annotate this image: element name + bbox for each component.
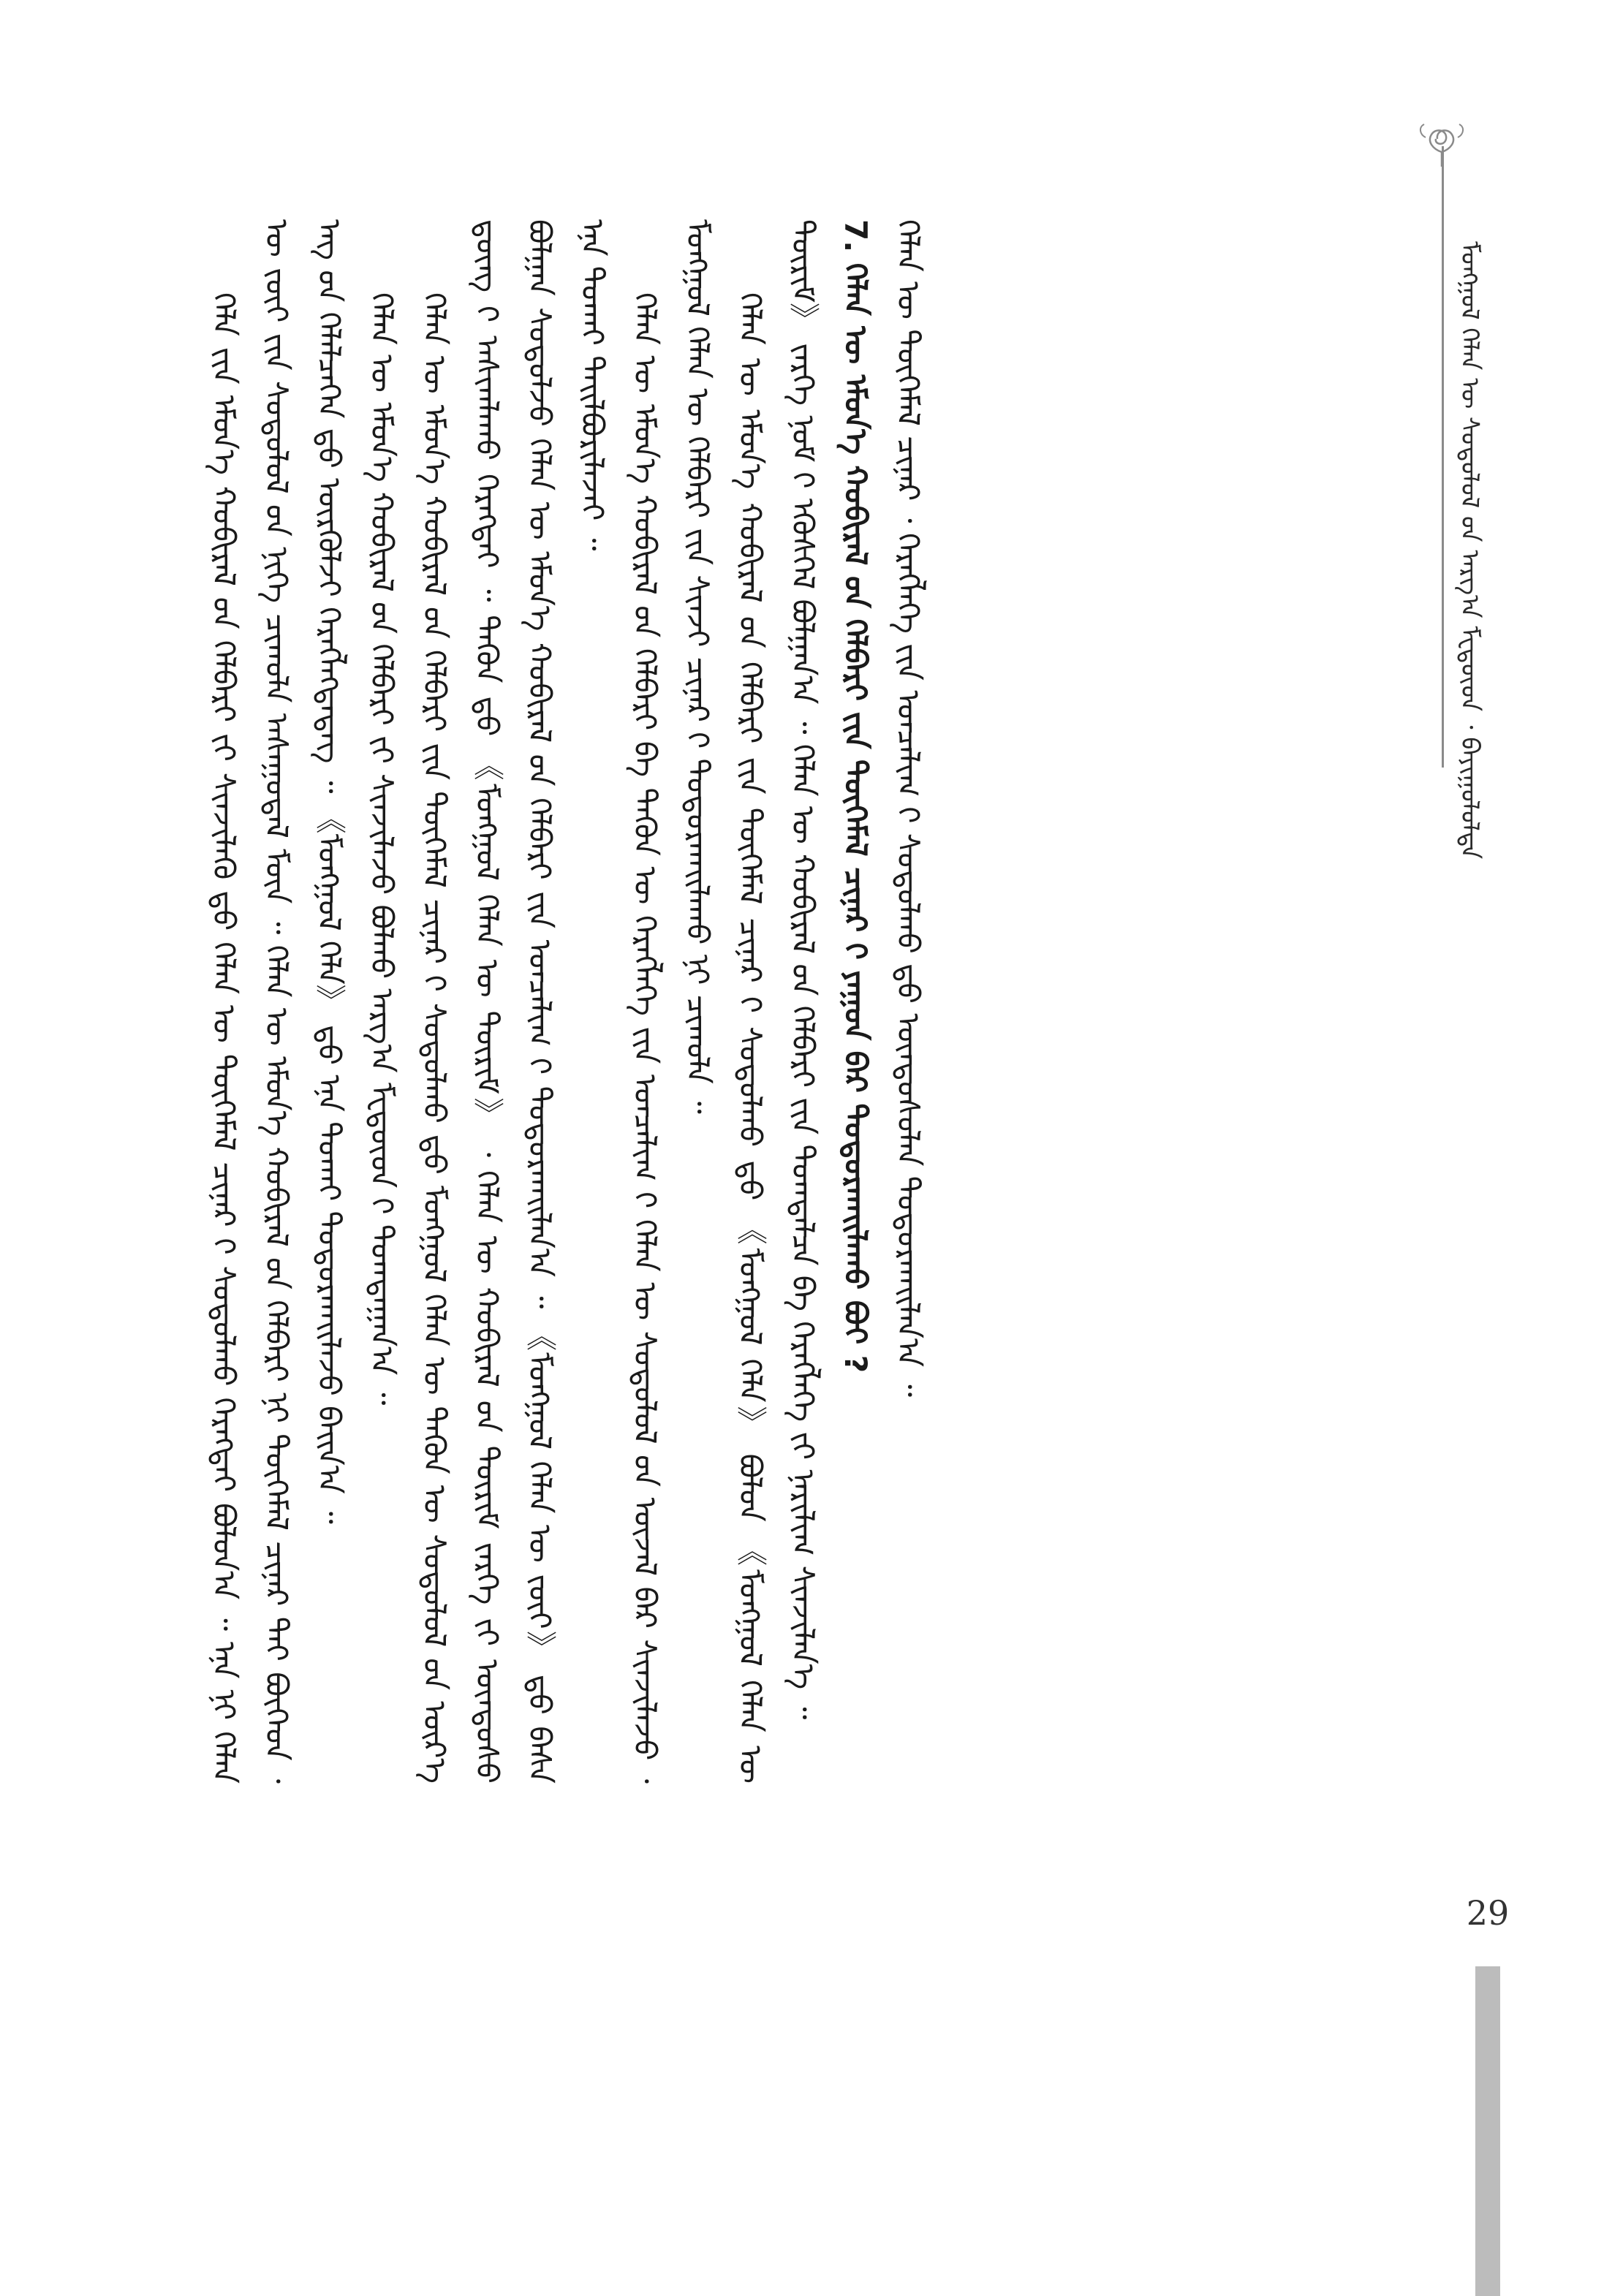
page-edge-marker: [1475, 1966, 1500, 2296]
paragraph-4: ᠬᠡᠯᠡᠨ ᠦ ᠡᠮᠦᠨ᠎ᠡ ᠬᠤᠪᠢᠷᠠᠯ ᠤ᠋ᠨ ᠬᠡᠯᠪᠡᠷᠢ ᠪᠠ ᠲᠡᠭᠦᠨ ᠦ ᠬᠡᠷᠡᠭᠯᠡᠭᠡ ᠶ᠋ᠢᠨ ᠣᠨᠴᠠᠯᠢᠭ ᠢ᠋ ᠬᠡᠯᠡᠨ ᠦ ᠰᠤᠳᠤᠯᠤᠯ ᠤ᠋ᠨ ᠦᠵᠡᠯ ᠪᠠᠷ ᠰᠢᠨᠵᠢᠯᠡᠵᠦ ᠂ ᠮᠣᠩᠭᠣᠯ ᠬᠡᠯᠡᠨ ᠦ ᠬᠡᠯᠪᠡᠷᠢ ᠶ᠋ᠢᠨ ᠰᠢᠨᠵᠢ ᠴᠢᠨᠠᠷ ᠢ᠋ ᠲᠣᠳᠣᠷᠬᠠᠢᠯᠠᠬᠤ ᠨᠢ ᠴᠢᠬᠤᠯᠠ ᠃: [627, 219, 716, 1784]
running-header: ᠮᠣᠩᠭᠣᠯ ᠬᠡᠯᠡᠨ ᠦ ᠰᠤᠳᠤᠯᠤᠯ ᠤ᠋ᠨ ᠠᠷᠭ᠎ᠠ ᠮᠸᠲᠦ᠋ᠳ ᠂ ᠪᠠᠶᠢᠭᠤᠯᠤᠯᠲᠠ: [1455, 241, 1484, 860]
header-rule: [1442, 146, 1444, 768]
paragraph-1: ᠬᠡᠯᠡ ᠶ᠋ᠢᠨ ᠡᠮᠦᠨ᠎ᠡ ᠬᠤᠪᠢᠷᠠᠯ ᠤ᠋ᠨ ᠬᠡᠯᠪᠡᠷᠢ ᠶ᠋ᠢ ᠰᠢᠨᠵᠢᠯᠡᠬᠦ ᠳ᠋ᠤ ᠬᠡᠯᠡᠨ ᠦ ᠲᠦᠭᠡᠮᠡᠯ ᠴᠢᠨᠠᠷ ᠢ᠋ ᠰᠤᠳᠤᠯᠬᠤ ᠬᠡᠷᠡᠭᠲᠡᠢ ᠪᠣᠯᠤᠨ᠎ᠠ ᠃ ᠡᠨᠡ ᠨᠢ ᠬᠡᠯᠡᠨ ᠦ ᠵᠦᠢ ᠶ᠋ᠢᠨ ᠰᠤᠳᠤᠯᠤᠯ ᠤ᠋ᠨ ᠨᠢᠭᠡ ᠴᠢᠬᠤᠯᠠ ᠠᠰᠠᠭᠤᠳᠠᠯ ᠮᠥᠨ ᠃ ᠬᠡᠯᠡᠨ ᠦ ᠡᠮᠦᠨ᠎ᠡ ᠬᠤᠪᠢᠷᠠᠯ ᠤ᠋ᠨ ᠬᠡᠯᠪᠡᠷᠢ ᠨᠢ ᠲᠦᠭᠡᠮᠡᠯ ᠴᠢᠨᠠᠷ ᠲᠠᠢ ᠪᠥᠭᠡᠳ ᠂ ᠡᠩ ᠤ᠋ᠨ ᠬᠡᠯᠡᠯᠴᠡᠭᠡᠨ ᠳ᠋ᠦ ᠦᠷᠭᠦᠯᠵᠢ ᠬᠡᠷᠡᠭᠯᠡᠭᠳᠡᠳᠡᠭ ᠃ 《ᠮᠣᠩᠭᠣᠯ ᠬᠡᠯᠡ》 ᠳ᠋ᠤ ᠡᠨᠡ ᠲᠤᠬᠠᠢ ᠲᠣᠳᠣᠷᠬᠠᠢᠯᠠᠵᠤ ᠪᠠᠢᠨ᠎ᠠ ᠃: [206, 219, 347, 1784]
paragraph-5: ᠬᠡᠯᠡᠨ ᠦ ᠡᠮᠦᠨ᠎ᠡ ᠬᠤᠪᠢᠷᠠᠯ ᠤ᠋ᠨ ᠬᠡᠯᠪᠡᠷᠢ ᠶ᠋ᠢᠨ ᠲᠦᠭᠡᠮᠡᠯ ᠴᠢᠨᠠᠷ ᠢ᠋ ᠰᠤᠳᠤᠯᠬᠤ ᠳ᠋ᠤ 《ᠮᠣᠩᠭᠣᠯ ᠬᠡᠯᠡ》 ᠪᠣᠯᠤᠨ 《ᠮᠣᠩᠭᠣᠯ ᠬᠡᠯᠡᠨ ᠦ ᠳᠦᠷᠢᠮ》 ᠵᠡᠷᠭᠡ ᠨᠣᠮ ᠢ᠋ ᠡᠭᠦᠰᠭᠡᠯ ᠪᠣᠯᠭᠠᠨ᠎ᠠ ᠃ ᠬᠡᠯᠡᠨ ᠦ ᠬᠤᠪᠢᠷᠠᠯ ᠤ᠋ᠨ ᠬᠡᠯᠪᠡᠷᠢ ᠶ᠋ᠢᠨ ᠲᠣᠭᠲᠠᠯᠴᠠ ᠪᠠ ᠬᠡᠷᠡᠭᠯᠡᠭᠡ ᠶ᠋ᠢ ᠨᠠᠷᠢᠯᠢᠭ ᠰᠢᠨᠵᠢᠯᠡᠨ᠎ᠡ ᠃: [733, 219, 821, 1784]
section-heading: 7. ᠬᠡᠯᠡᠨ ᠦ ᠡᠮᠦᠨ᠎ᠡ ᠬᠤᠪᠢᠷᠠᠯ ᠤ᠋ᠨ ᠬᠡᠯᠪᠡᠷᠢ ᠶ᠋ᠢᠨ ᠲᠦᠭᠡᠮᠡᠯ ᠴᠢᠨᠠᠷ ᠢ᠋ ᠶᠠᠭᠤᠨ ᠪᠠᠷ ᠲᠣᠳᠣᠷᠬᠠᠢᠯᠠᠬᠤ ᠪᠤᠢ ?: [838, 219, 874, 1374]
paragraph-3: ᠬᠡᠯᠡᠨ ᠦ ᠡᠮᠦᠨ᠎ᠡ ᠬᠤᠪᠢᠷᠠᠯ ᠤ᠋ᠨ ᠬᠡᠯᠪᠡᠷᠢ ᠶ᠋ᠢᠨ ᠲᠦᠭᠡᠮᠡᠯ ᠴᠢᠨᠠᠷ ᠢ᠋ ᠰᠤᠳᠤᠯᠬᠤ ᠳ᠋ᠤ ᠮᠣᠩᠭᠣᠯ ᠬᠡᠯᠡᠨ ᠦ ᠲᠡᠭᠦᠨ ᠦ ᠰᠤᠳᠤᠯᠤᠯ ᠤ᠋ᠨ ᠦᠷ᠎ᠡ ᠳ᠋ᠦᠩ ᠢ᠋ ᠠᠰᠢᠭᠯᠠᠬᠤ ᠬᠡᠷᠡᠭᠲᠡᠢ ᠃ ᠲᠡᠭᠦᠨ ᠳ᠋ᠦ 《ᠮᠣᠩᠭᠣᠯ ᠬᠡᠯᠡᠨ ᠦ ᠳᠦᠷᠢᠮ》 ᠂ ᠬᠡᠯᠡᠨ ᠦ ᠬᠤᠪᠢᠷᠠᠯ ᠤ᠋ᠨ ᠳᠦᠷᠢᠮ ᠵᠡᠷᠭᠡ ᠶ᠋ᠢ ᠦᠨᠳᠦᠰᠦ ᠪᠣᠯᠭᠠᠨ ᠰᠤᠳᠤᠯᠵᠤ ᠬᠡᠯᠡᠨ ᠦ ᠡᠮᠦᠨ᠎ᠡ ᠬᠤᠪᠢᠷᠠᠯ ᠤ᠋ᠨ ᠬᠡᠯᠪᠡᠷᠢ ᠶ᠋ᠢᠨ ᠣᠨᠴᠠᠯᠢᠭ ᠢ᠋ ᠲᠣᠳᠣᠷᠬᠠᠢᠯᠠᠨ᠎ᠠ ᠃ 《ᠮᠣᠩᠭᠣᠯ ᠬᠡᠯᠡᠨ ᠦ ᠵᠦᠢ》 ᠳ᠋ᠦ ᠪᠠᠰᠠ ᠡᠨᠡ ᠲᠤᠬᠠᠢ ᠲᠠᠢᠯᠪᠤᠷᠢᠯᠠᠵᠠᠢ ᠃: [417, 219, 610, 1784]
closing-paragraph: ᠬᠡᠯᠡᠨ ᠦ ᠲᠦᠭᠡᠮᠡᠯ ᠴᠢᠨᠠᠷ ᠂ ᠬᠡᠷᠡᠭᠯᠡᠭᠡ ᠶ᠋ᠢᠨ ᠣᠨᠴᠠᠯᠢᠭ ᠢ᠋ ᠰᠤᠳᠤᠯᠬᠤ ᠳ᠋ᠤ ᠦᠨᠳᠦᠰᠦᠯᠡᠨ ᠲᠣᠳᠣᠷᠬᠠᠢᠯᠠᠨ᠎ᠠ ᠃: [890, 219, 926, 1398]
page-number: 29: [1466, 1893, 1510, 1933]
text-body: [197, 219, 1396, 1784]
paragraph-2: ᠬᠡᠯᠡᠨ ᠦ ᠡᠮᠦᠨ᠎ᠡ ᠬᠤᠪᠢᠷᠠᠯ ᠤ᠋ᠨ ᠬᠡᠯᠪᠡᠷᠢ ᠶ᠋ᠢ ᠰᠢᠨᠵᠢᠯᠡᠵᠦ ᠪᠣᠯᠬᠤ ᠠᠷᠭ᠎ᠠ ᠮᠸᠲᠦ᠋ᠳ ᠢ᠋ ᠲᠣᠭᠲᠠᠭᠠᠨ᠎ᠠ ᠃: [364, 292, 400, 1406]
